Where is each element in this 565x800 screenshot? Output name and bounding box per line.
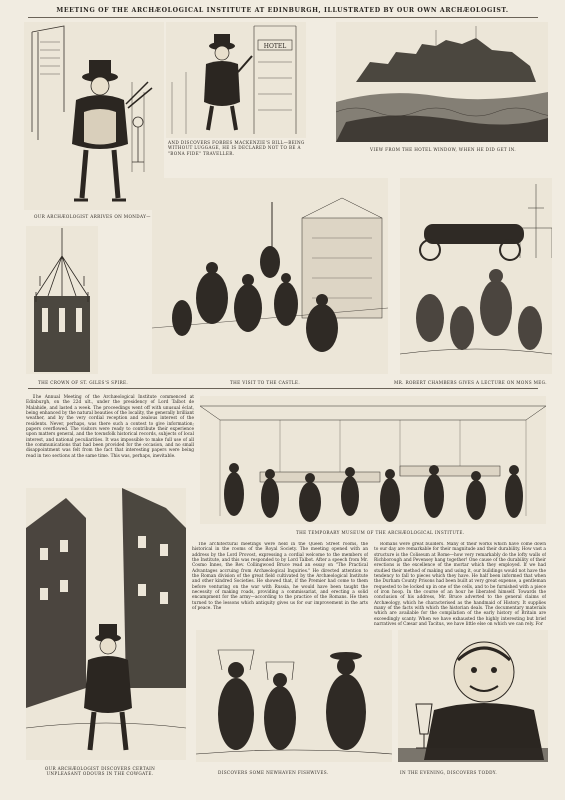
illustration-odours (26, 488, 186, 760)
fishwives-figures (218, 652, 366, 750)
illustration-visit (152, 178, 388, 374)
visit-engraving (152, 178, 388, 374)
spire-engraving (26, 226, 98, 374)
caption-bill: AND DISCOVERS FORBES MACKENZIE'S BILL—BEING WITHOUT LUGGAGE, HE IS DECLARED NOT TO BE A "BONA FIDE" TRAVELLER. (168, 140, 305, 156)
archaeologist-figure (72, 60, 152, 200)
caption-odours: OUR ARCHÆOLOGIST DISCOVERS CERTAIN UNPLEASANT ODOURS IN THE COWGATE. (44, 766, 156, 777)
article-intro-text: The Annual Meeting of the Archæological Institute commenced at Edinburgh, on the 22d ult., under the presidency of Lord Talbot de Malahide, and lasted a week. The proceedings went off with unusual éclat, being enhanced by the natural beauties of the locality, the generally brilliant weather, and by the very cordial reception and zealous interest of the residents. Never, perhaps, was there such a contest to give information; papers overflowed. The visitors were ready to contribute their experience upon matters general, and the townsfolk historical records, subjects of local interest, and national peculiarities. It was impossible to make full use of all the communications that had been provided for the occasion, and no small disappointment was felt from the fact that interesting papers were being read in two sections at the same time. This was, perhaps, inevitable. (26, 394, 194, 459)
article-col-3 (374, 542, 546, 626)
illustration-view (336, 22, 548, 142)
illustration-lecture (400, 178, 552, 374)
caption-museum: THE TEMPORARY MUSEUM OF THE ARCHÆOLOGICAL INSTITUTE. (296, 530, 465, 535)
article-col-2-text: The architectural meetings were held in the Queen Street rooms, the historical in the rooms of the Royal Society. The meeting opened with an address by the Lord Provost, expressing a cordial welcome to the members of the Institute, and this was responded to by Lord Talbot. After a speech from Mr. Cosmo Innes, the Rev. Collingwood Bruce read an essay on "The Practical Advantages accruing from Archæological Inquiries." He directed attention to the Roman division of the great field cultivated by the Archæological Institute and other kindred Societies. He showed that, if the Premier had come to them before venturing on the war with Russia, he would have been taught the necessity of making roads, providing a commissariat, and erecting a solid encampment for the army—according to the practice of the Romans. He then turned to the lessons which antiquity gives us for our improvement in the arts of peace. The (192, 542, 368, 612)
toddy-engraving (398, 630, 548, 762)
mons-meg-engraving (400, 178, 552, 374)
caption-toddy: IN THE EVENING, DISCOVERS TODDY. (400, 770, 498, 775)
illustration-toddy (398, 630, 548, 762)
bill-engraving (166, 22, 306, 138)
museum-engraving (200, 396, 546, 524)
masthead: MEETING OF THE ARCHÆOLOGICAL INSTITUTE AT EDINBURGH, ILLUSTRATED BY OUR OWN ARCHÆOLOGIST. (56, 7, 509, 14)
article-intro (26, 394, 194, 482)
caption-view: VIEW FROM THE HOTEL WINDOW, WHEN HE DID GET IN. (370, 147, 517, 152)
illustration-museum (200, 396, 546, 524)
mons-meg-cannon (420, 224, 524, 260)
caption-fishwives: DISCOVERS SOME NEWHAVEN FISHWIVES. (218, 770, 329, 775)
masthead-rule (28, 17, 538, 18)
cowgate-engraving (26, 488, 186, 760)
caption-arrives: OUR ARCHÆOLOGIST ARRIVES ON MONDAY— (34, 214, 151, 219)
caption-crown: THE CROWN OF ST. GILES'S SPIRE. (38, 380, 129, 385)
article-col-3-text: Romans were great builders. Many of their works which have come down to our day are remarkable for their magnitude and their durability. How vast a structure is the Coliseum at Rome—how very remarkably do the lofty walls of Richborough and Pevensey hang together! One cause of the durability of their erections is the excellence of the mortar which they employed. If we had studied their method of making and using it, our buildings would not have the tendency to fall to pieces which they have. He half been informed that when the Durham County Prisons had been built at very great expense, a gentleman requested to be locked up in one of the cells, and to be furnished with a piece of iron hoop. In the course of an hour he liberated himself. Towards the conclusion of his address, Mr. Bruce adverted to the general claims of Archæology, which he characterised as the handmaid of History. It supplies many of the facts with which the historian deals. The documentary materials which are available for the compilation of the early history of Britain are exceedingly scanty. When we have exhausted the highly interesting but brief narratives of Cæsar and Tacitus, we have little else on which we can rely. For (374, 542, 546, 626)
illustration-crown (26, 226, 98, 374)
hotel-sign: HOTEL (263, 43, 287, 50)
illustration-fishwives (196, 630, 392, 762)
caption-lecture: MR. ROBERT CHAMBERS GIVES A LECTURE ON MONS MEG. (394, 380, 547, 385)
archaeologist-toddy (424, 642, 544, 760)
section-rule (28, 388, 538, 389)
traveller-figure (204, 34, 252, 130)
castle-engraving (336, 22, 548, 142)
illustration-bill (166, 22, 306, 138)
article-col-2 (192, 542, 368, 626)
illustration-arrives (24, 22, 164, 210)
archaeologist-cowgate (84, 624, 132, 750)
caption-visit: THE VISIT TO THE CASTLE. (230, 380, 301, 385)
fishwives-engraving (196, 630, 392, 762)
arrives-engraving (24, 22, 164, 210)
